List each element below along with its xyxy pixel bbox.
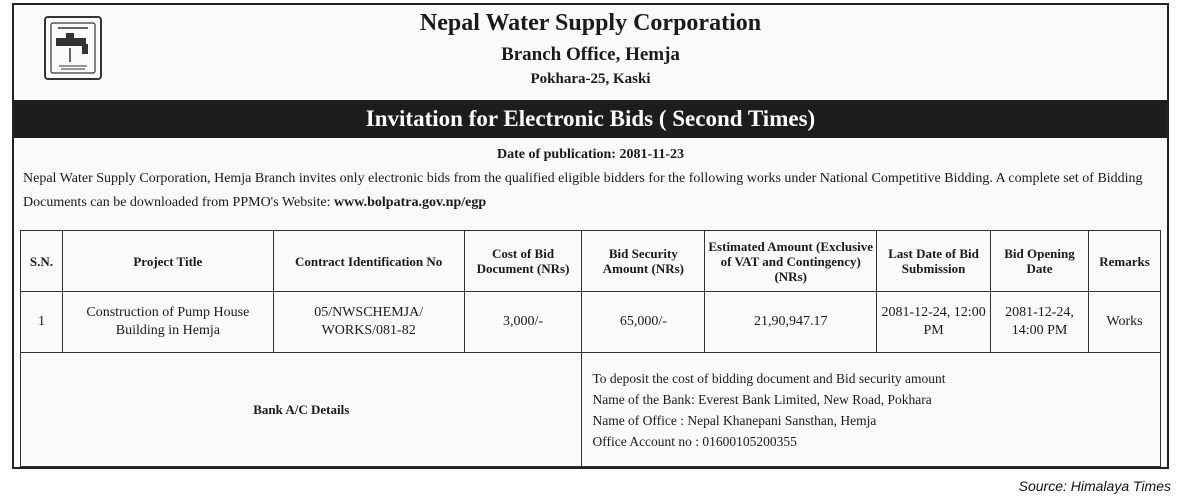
bid-table [20,230,1161,467]
cell-remarks: Works [1088,292,1160,353]
bank-line-name: Name of the Bank: Everest Bank Limited, New Road, Pokhara [592,391,932,407]
intro-paragraph [23,167,1158,215]
intro-text: Nepal Water Supply Corporation, Hemja Branch invites only electronic bids from the qualified eligible bidders for the following works under National Competitive Bidding. A complete set of Bidding Documents can be downloaded from PPMO's Website: [23,171,1143,210]
cell-doc-cost: 3,000/- [464,292,582,353]
cell-contract-no: 05/NWSCHEMJA/ WORKS/081-82 [273,292,464,353]
bid-notice [12,3,1169,469]
source-credit: Source: Himalaya Times [1018,478,1171,494]
table-header-row [21,231,1161,292]
header-last-date: Last Date of Bid Submission [877,231,991,292]
bank-line-purpose: To deposit the cost of bidding document and Bid security amount [592,370,946,386]
notice-banner: Invitation for Electronic Bids ( Second Times) [14,100,1167,138]
header-contract-no: Contract Identification No [273,231,464,292]
cell-opening-date: 2081-12-24, 14:00 PM [991,292,1089,353]
publication-date: Date of publication: 2081-11-23 [496,147,685,162]
bank-line-account: Office Account no : 01600105200355 [592,433,797,449]
organization-title: Nepal Water Supply Corporation [419,10,762,36]
cell-bid-security: 65,000/- [582,292,705,353]
header-project-title: Project Title [62,231,273,292]
header-bid-security: Bid Security Amount (NRs) [582,231,705,292]
bank-info [582,353,1161,467]
bank-details-row [21,353,1161,467]
bank-label: Bank A/C Details [21,353,582,467]
bank-line-office: Name of Office : Nepal Khanepani Sansthan, Hemja [592,412,877,428]
table-row [21,292,1161,353]
cell-last-date: 2081-12-24, 12:00 PM [877,292,991,353]
branch-title: Branch Office, Hemja [501,44,680,65]
header-sn: S.N. [21,231,63,292]
header-remarks: Remarks [1088,231,1160,292]
website-link: www.bolpatra.gov.np/egp [334,195,487,210]
cell-estimated-amount: 21,90,947.17 [705,292,877,353]
address: Pokhara-25, Kaski [530,71,651,87]
header-opening-date: Bid Opening Date [991,231,1089,292]
cell-project-title: Construction of Pump House Building in Hemja [62,292,273,353]
header-estimated-amount: Estimated Amount (Exclusive of VAT and Contingency) (NRs) [705,231,877,292]
header-doc-cost: Cost of Bid Document (NRs) [464,231,582,292]
cell-sn: 1 [21,292,63,353]
